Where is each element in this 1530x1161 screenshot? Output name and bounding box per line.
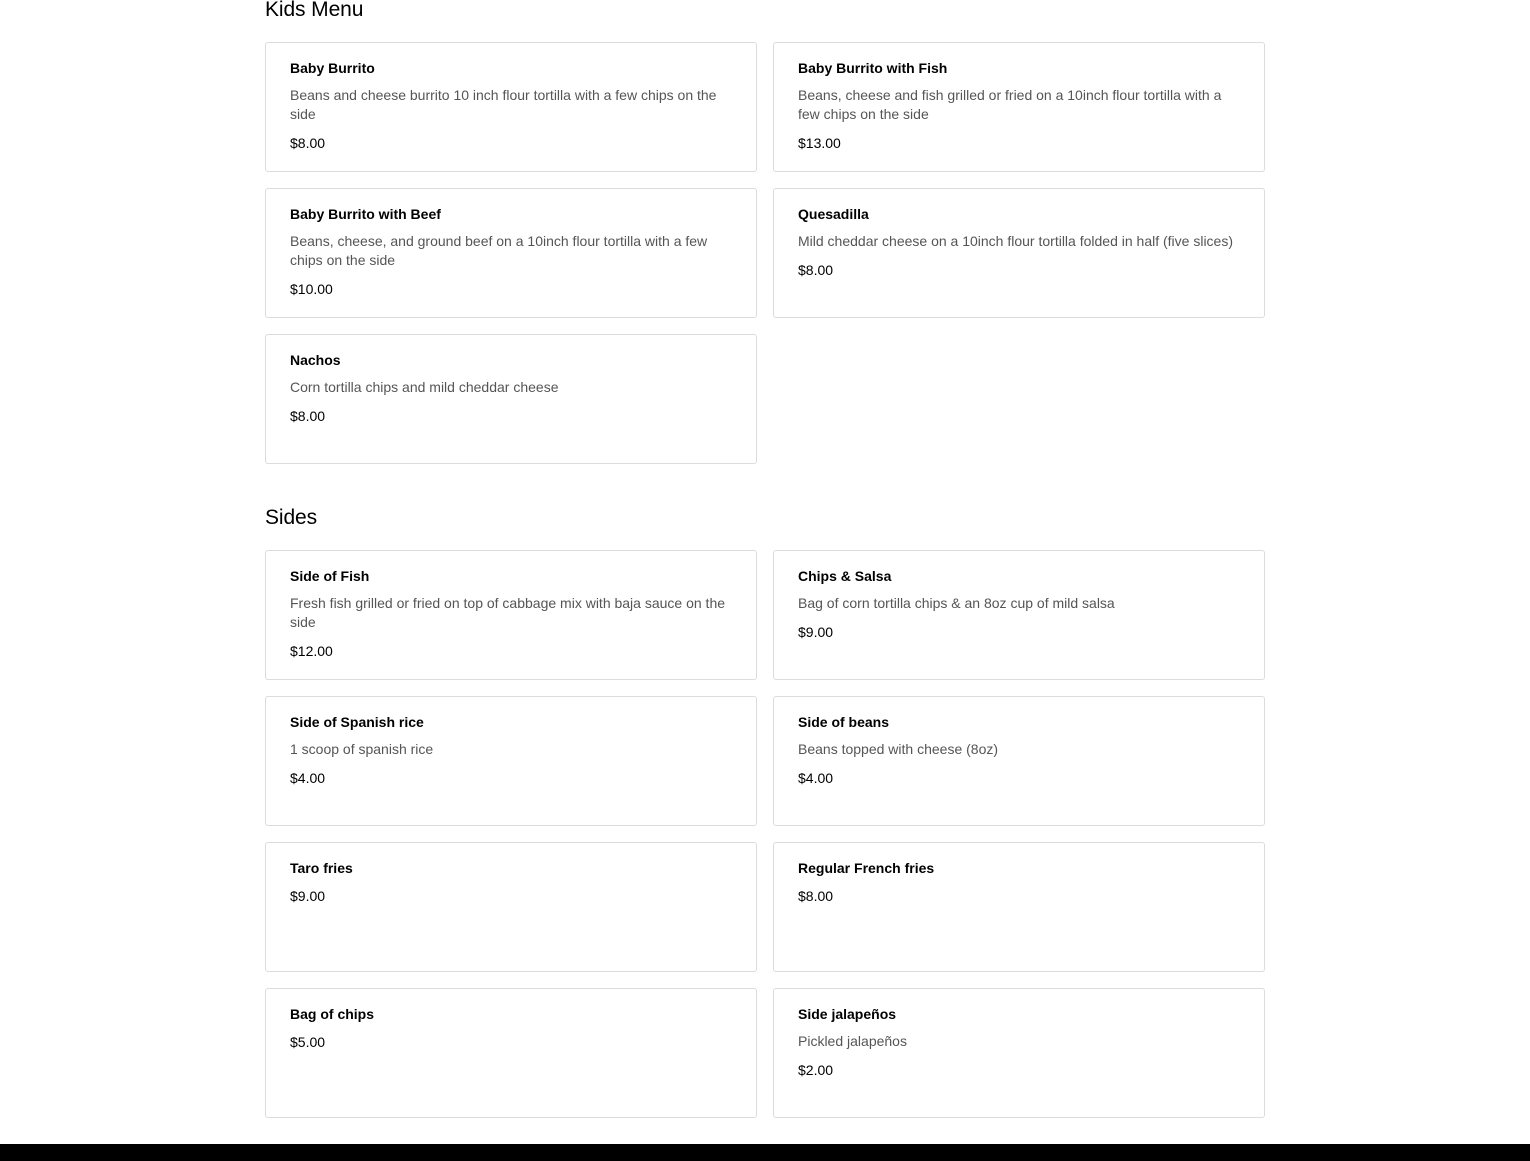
item-description: Mild cheddar cheese on a 10inch flour tortilla folded in half (five slices) (798, 233, 1234, 249)
menu-item-card[interactable] (773, 550, 1265, 680)
menu-item-card[interactable] (265, 550, 757, 680)
item-description: Beans topped with cheese (8oz) (798, 741, 999, 757)
menu-item-card[interactable] (265, 334, 757, 464)
menu-item-card[interactable] (773, 696, 1265, 826)
item-price: $5.00 (290, 1034, 326, 1050)
menu-item-card[interactable] (265, 842, 757, 972)
item-price: $13.00 (798, 135, 841, 151)
menu-item-card[interactable] (773, 42, 1265, 172)
item-description: Beans and cheese burrito 10 inch flour tortilla with a few chips on the side (290, 87, 717, 122)
section-title: Kids Menu (265, 0, 364, 21)
menu-item-card[interactable] (265, 696, 757, 826)
menu-item-card[interactable] (265, 188, 757, 318)
menu-item-card[interactable] (265, 988, 757, 1118)
item-description: Fresh fish grilled or fried on top of cabbage mix with baja sauce on the side (290, 595, 726, 630)
section-title: Sides (265, 506, 318, 529)
menu-item-card[interactable] (773, 988, 1265, 1118)
item-description: Corn tortilla chips and mild cheddar cheese (290, 379, 559, 395)
menu-section-kids (265, 0, 1265, 464)
item-name: Side jalapeños (798, 1006, 897, 1022)
item-price: $4.00 (290, 770, 326, 786)
item-name: Side of Fish (290, 568, 370, 584)
item-price: $9.00 (290, 888, 326, 904)
item-name: Baby Burrito with Beef (290, 206, 441, 222)
item-price: $9.00 (798, 624, 834, 640)
item-name: Bag of chips (290, 1006, 375, 1022)
item-description: 1 scoop of spanish rice (290, 741, 434, 757)
item-name: Taro fries (290, 860, 353, 876)
item-name: Side of beans (798, 714, 890, 730)
item-name: Quesadilla (798, 206, 869, 222)
item-price: $8.00 (798, 262, 834, 278)
menu-items-grid (265, 42, 1265, 464)
menu-section-sides (265, 506, 1265, 1118)
item-price: $8.00 (798, 888, 834, 904)
item-price: $12.00 (290, 643, 333, 659)
footer-bar (0, 1144, 1530, 1161)
item-name: Baby Burrito (290, 60, 375, 76)
item-name: Regular French fries (798, 860, 935, 876)
menu-items-grid (265, 550, 1265, 1118)
item-price: $4.00 (798, 770, 834, 786)
item-price: $2.00 (798, 1062, 834, 1078)
item-name: Chips & Salsa (798, 568, 892, 584)
item-name: Baby Burrito with Fish (798, 60, 948, 76)
item-name: Nachos (290, 352, 341, 368)
item-description: Beans, cheese, and ground beef on a 10inch flour tortilla with a few chips on the side (290, 233, 708, 268)
item-price: $8.00 (290, 135, 326, 151)
item-description: Pickled jalapeños (798, 1033, 907, 1049)
item-price: $10.00 (290, 281, 333, 297)
item-name: Side of Spanish rice (290, 714, 424, 730)
menu-item-card[interactable] (265, 42, 757, 172)
menu-item-card[interactable] (773, 842, 1265, 972)
item-price: $8.00 (290, 408, 326, 424)
item-description: Beans, cheese and fish grilled or fried on a 10inch flour tortilla with a few chips on the side (798, 87, 1222, 122)
item-description: Bag of corn tortilla chips & an 8oz cup of mild salsa (798, 595, 1115, 611)
menu-item-card[interactable] (773, 188, 1265, 318)
